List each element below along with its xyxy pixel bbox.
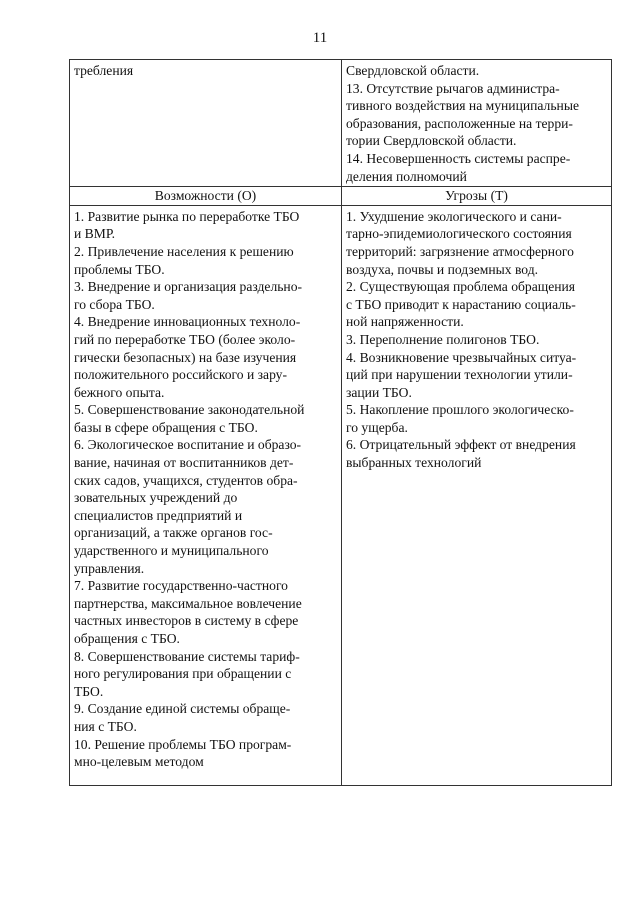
- text-line: специалистов предприятий и: [74, 507, 243, 523]
- continuation-right-cell: [342, 60, 612, 187]
- text-line: 6. Экологическое воспитание и образо-: [74, 437, 302, 453]
- text-line: выбранных технологий: [346, 455, 482, 471]
- opportunities-list: [74, 208, 337, 771]
- text-line: с ТБО приводит к нарастанию социаль-: [346, 296, 576, 312]
- threats-list: [346, 208, 607, 472]
- text-line: 3. Внедрение и организация раздельно-: [74, 279, 303, 295]
- text-line: ций при нарушении технологии утили-: [346, 367, 573, 383]
- text-line: го сбора ТБО.: [74, 296, 155, 312]
- text-line: мно-целевым методом: [74, 754, 204, 770]
- continuation-left-list: [74, 62, 337, 80]
- text-line: 13. Отсутствие рычагов администра-: [346, 80, 560, 96]
- text-line: 5. Совершенствование законодательной: [74, 402, 305, 418]
- text-line: 1. Развитие рынка по переработке ТБО: [74, 208, 300, 224]
- text-line: проблемы ТБО.: [74, 261, 165, 277]
- body-row: [70, 205, 612, 785]
- text-line: зации ТБО.: [346, 384, 412, 400]
- page-number: 11: [312, 30, 328, 46]
- text-line: 3. Переполнение полигонов ТБО.: [346, 331, 540, 347]
- text-line: го ущерба.: [346, 419, 408, 435]
- text-line: 8. Совершенствование системы тариф-: [74, 648, 300, 664]
- text-line: гий по переработке ТБО (более эколо-: [74, 331, 296, 347]
- opportunities-header: Возможности (О): [70, 187, 342, 206]
- threats-header: Угрозы (Т): [342, 187, 612, 206]
- text-line: 5. Накопление прошлого экологическо-: [346, 402, 574, 418]
- swot-table: [69, 59, 612, 786]
- text-line: 4. Возникновение чрезвычайных ситуа-: [346, 349, 577, 365]
- text-line: тории Свердловской области.: [346, 133, 517, 149]
- text-line: 2. Существующая проблема обращения: [346, 279, 576, 295]
- continuation-right-list: [346, 62, 607, 185]
- text-line: территорий: загрязнение атмосферного: [346, 243, 574, 259]
- text-line: деления полномочий: [346, 168, 467, 184]
- continuation-left-cell: [70, 60, 342, 187]
- continuation-row: [70, 60, 612, 187]
- text-line: вание, начиная от воспитанников дет-: [74, 455, 294, 471]
- text-line: бежного опыта.: [74, 384, 165, 400]
- text-line: 9. Создание единой системы обраще-: [74, 701, 291, 717]
- text-line: 7. Развитие государственно-частного: [74, 578, 288, 594]
- text-line: и ВМР.: [74, 226, 116, 242]
- text-line: 4. Внедрение инновационных техноло-: [74, 314, 301, 330]
- opportunities-cell: [70, 205, 342, 785]
- text-line: 6. Отрицательный эффект от внедрения: [346, 437, 576, 453]
- text-line: ния с ТБО.: [74, 718, 137, 734]
- text-line: управления.: [74, 560, 145, 576]
- text-line: 10. Решение проблемы ТБО програм-: [74, 736, 292, 752]
- text-line: ских садов, учащихся, студентов обра-: [74, 472, 298, 488]
- text-line: тивного воздействия на муниципальные: [346, 98, 579, 114]
- text-line: гически безопасных) на базе изучения: [74, 349, 297, 365]
- text-line: 2. Привлечение населения к решению: [74, 243, 294, 259]
- header-row: [70, 187, 612, 206]
- text-line: ударственного и муниципального: [74, 543, 269, 559]
- text-line: ной напряженности.: [346, 314, 464, 330]
- text-line: положительного российского и зару-: [74, 367, 288, 383]
- text-line: воздуха, почвы и подземных вод.: [346, 261, 539, 277]
- text-line: образования, расположенные на терри-: [346, 115, 573, 131]
- text-line: 14. Несовершенность системы распре-: [346, 150, 571, 166]
- text-line: ного регулирования при обращении с: [74, 666, 292, 682]
- text-line: 1. Ухудшение экологического и сани-: [346, 208, 562, 224]
- text-line: тарно-эпидемиологического состояния: [346, 226, 572, 242]
- text-line: Свердловской области.: [346, 63, 480, 78]
- text-line: организаций, а также органов гос-: [74, 525, 273, 541]
- text-line: частных инвесторов в систему в сфере: [74, 613, 299, 629]
- text-line: базы в сфере обращения с ТБО.: [74, 419, 258, 435]
- threats-cell: [342, 205, 612, 785]
- text-line: ТБО.: [74, 683, 104, 699]
- text-line: обращения с ТБО.: [74, 631, 180, 646]
- text-line: партнерства, максимальное вовлечение: [74, 595, 302, 611]
- text-line: зовательных учреждений до: [74, 490, 238, 506]
- text-line: требления: [74, 63, 134, 78]
